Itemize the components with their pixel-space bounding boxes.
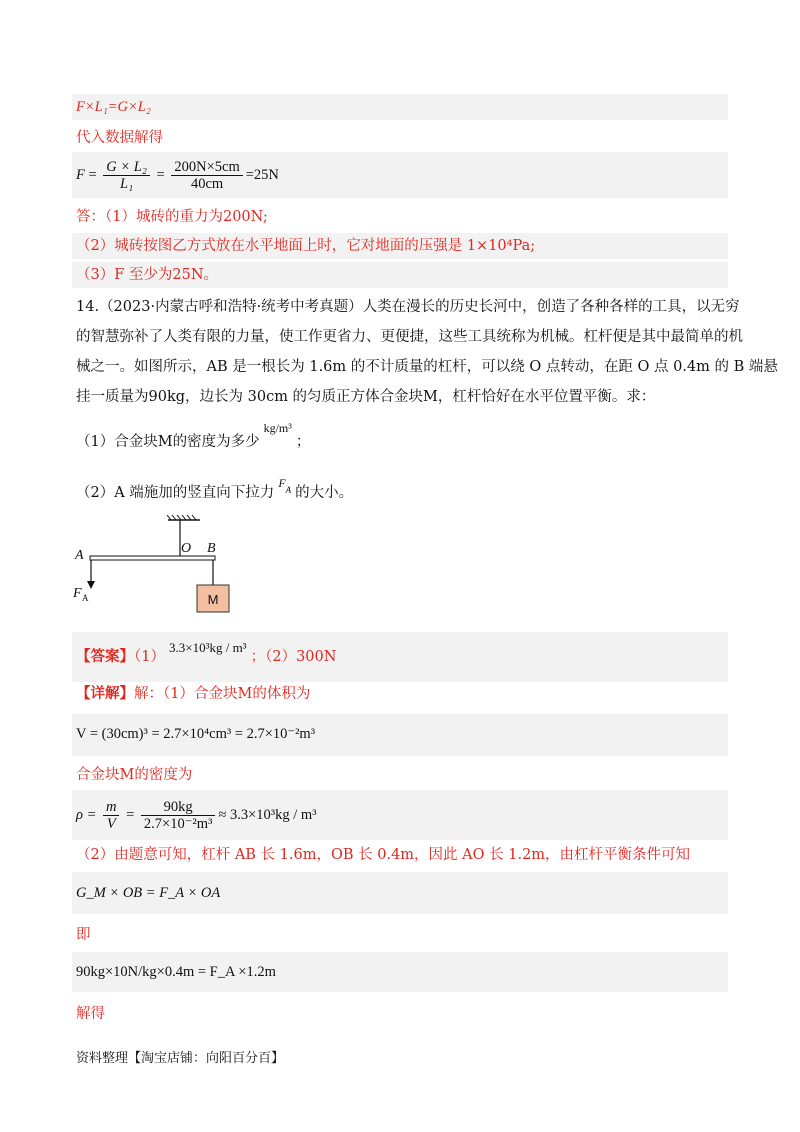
- detail-intro: 【详解】解：（1）合金块M的体积为: [76, 685, 311, 702]
- answer-line-1: 答：（1）城砖的重力为200N;: [76, 209, 268, 225]
- block-m-label: M: [207, 592, 219, 607]
- lever-figure: [70, 515, 240, 620]
- question-2: （2）A 端施加的竖直向下拉力$^{FA}$ 的大小。: [76, 476, 354, 501]
- label-b: B: [207, 541, 216, 556]
- problem-14-line-2: 的智慧弥补了人类有限的力量，使工作更省力、更便捷，这些工具统称为机械。杠杆便是其中最简单的机: [76, 329, 743, 345]
- balance-equation-2: G_M × OB = F_A × OA: [76, 885, 221, 901]
- numeric-equation: 90kg×10N/kg×0.4m = F_A ×1.2m: [76, 964, 276, 980]
- label-a: A: [75, 548, 84, 563]
- label-o: O: [181, 541, 192, 556]
- label-fa: F: [73, 586, 82, 601]
- density-label: 合金块M的密度为: [76, 767, 193, 783]
- density-equation: ρ = $\frac{m}{V}$ = $\frac{90kg}{\text{2.7×10⁻²m³}}$ ≈ 3.3×10³kg / m³: [76, 799, 317, 833]
- answer-line-2: （2）城砖按图乙方式放在水平地面上时，它对地面的压强是 1×10⁴Pa;: [76, 238, 536, 254]
- ji-label: 即: [76, 927, 91, 943]
- problem-14-line-4: 挂一质量为90kg，边长为 30cm 的匀质正方体合金块M，杠杆恰好在水平位置平衡。求：: [76, 389, 656, 405]
- volume-equation: V = (30cm)³ = 2.7×10⁴cm³ = 2.7×10⁻²m³: [76, 726, 316, 742]
- problem-14-line-1: 14.（2023·内蒙古呼和浩特·统考中考真题）人类在漫长的历史长河中，创造了各种各样的工具，以无穷: [76, 299, 740, 315]
- label-fa-sub: A: [82, 593, 89, 603]
- jiede-label: 解得: [76, 1006, 105, 1022]
- answer-summary: 【答案】（1）3.3×10³kg / m³；（2）300N: [76, 640, 337, 665]
- part-2-text: （2）由题意可知，杠杆 AB 长 1.6m，OB 长 0.4m，因此 AO 长 1.2m，由杠杆平衡条件可知: [76, 847, 691, 863]
- problem-14-line-3: 械之一。如图所示，AB 是一根长为 1.6m 的不计质量的杠杆，可以绕 O 点转动，在距 O 点 0.4m 的 B 端悬: [76, 359, 778, 375]
- answer-line-3: （3）F 至少为25N。: [76, 267, 219, 283]
- balance-equation: F×L₁=G×L₂: [76, 99, 151, 115]
- force-equation: F = $\frac{\text{G × L₂}}{\text{L₁}}$ = $\frac{200N\times 5cm}{40cm}$ =25N: [76, 159, 279, 193]
- question-1: （1）合金块M的密度为多少$^{kg/m^3}$；: [76, 421, 311, 450]
- substitute-label: 代入数据解得: [76, 130, 163, 146]
- footer-note: 资料整理【淘宝店铺：向阳百分百】: [76, 1051, 285, 1066]
